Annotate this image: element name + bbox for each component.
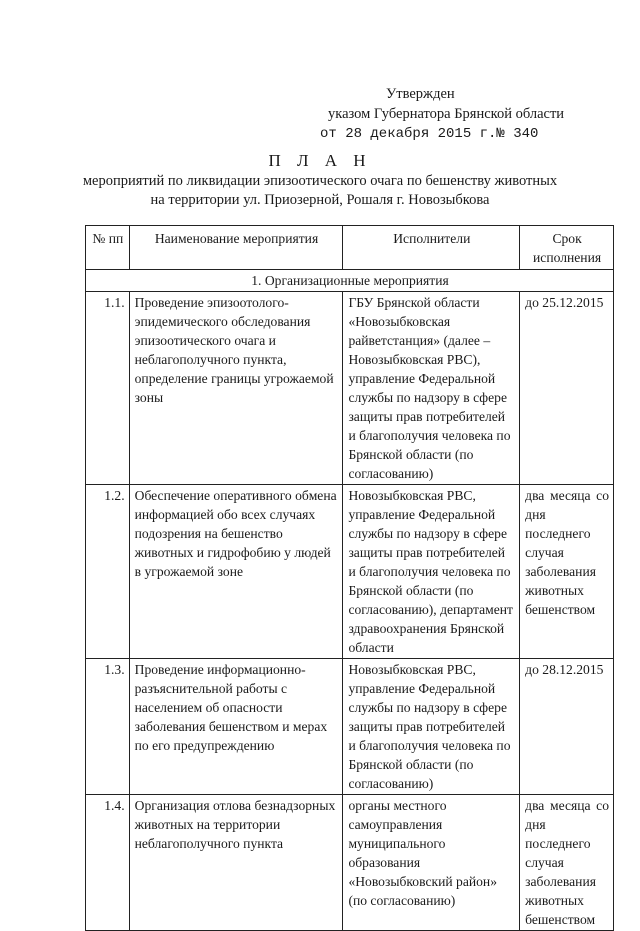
approval-block [320,84,564,144]
row-name: Проведение информационно-разъяснительной работы с населением об опасности заболевания бешенством и мерах по его предупреждению [129,659,343,795]
approval-line-1: Утвержден [386,86,455,102]
row-name: Организация отлова безнадзорных животных на территории неблагополучного пункта [129,795,343,931]
row-num: 1.4. [86,795,130,931]
table-row [86,795,614,931]
header-num: № пп [86,226,130,270]
plan-table [85,225,614,931]
approval-line-2: указом Губернатора Брянской области [328,106,565,122]
row-executors: Новозыбковская РВС, управление Федеральной службы по надзору в сфере защиты прав потребителей и благополучия человека по Брянской области (по согласованию), департамент здравоохранения Брянской области [343,485,520,659]
row-term: два месяца со дня последнего случая заболевания животных бешенством [520,795,614,931]
plan-heading: П Л А Н [268,151,372,170]
header-name: Наименование мероприятия [129,226,343,270]
section-row [86,270,614,292]
plan-subtitle-2: на территории ул. Приозерной, Рошаля г. Новозыбкова [150,192,490,208]
approval-line-3: от 28 декабря 2015 г.№ 340 [320,126,539,142]
row-term: до 28.12.2015 [520,659,614,795]
table-row [86,485,614,659]
row-num: 1.2. [86,485,130,659]
section-title: 1. Организационные мероприятия [86,270,614,292]
table-header-row [86,226,614,270]
row-executors: органы местного самоуправления муниципального образования «Новозыбковский район» (по согласованию) [343,795,520,931]
row-executors: Новозыбковская РВС, управление Федеральной службы по надзору в сфере защиты прав потребителей и благополучия человека по Брянской области (по согласованию) [343,659,520,795]
row-term: два месяца со дня последнего случая заболевания животных бешенством [520,485,614,659]
header-term: Срок исполнения [520,226,614,270]
row-name: Обеспечение оперативного обмена информацией обо всех случаях подозрения на бешенство животных и гидрофобию у людей в угрожаемой зоне [129,485,343,659]
row-num: 1.3. [86,659,130,795]
row-name: Проведение эпизоотолого-эпидемического обследования эпизоотического очага и неблагополучного пункта, определение границы угрожаемой зоны [129,292,343,485]
header-executors: Исполнители [343,226,520,270]
table-row [86,292,614,485]
row-term: до 25.12.2015 [520,292,614,485]
table-row [86,659,614,795]
plan-subtitle-1: мероприятий по ликвидации эпизоотического очага по бешенству животных [82,173,558,189]
row-num: 1.1. [86,292,130,485]
document-title [0,150,640,210]
row-executors: ГБУ Брянской области «Новозыбковская райветстанция» (далее – Новозыбковская РВС), управление Федеральной службы по надзору в сфере защиты прав потребителей и благополучия человека по Брянской области (по согласованию) [343,292,520,485]
